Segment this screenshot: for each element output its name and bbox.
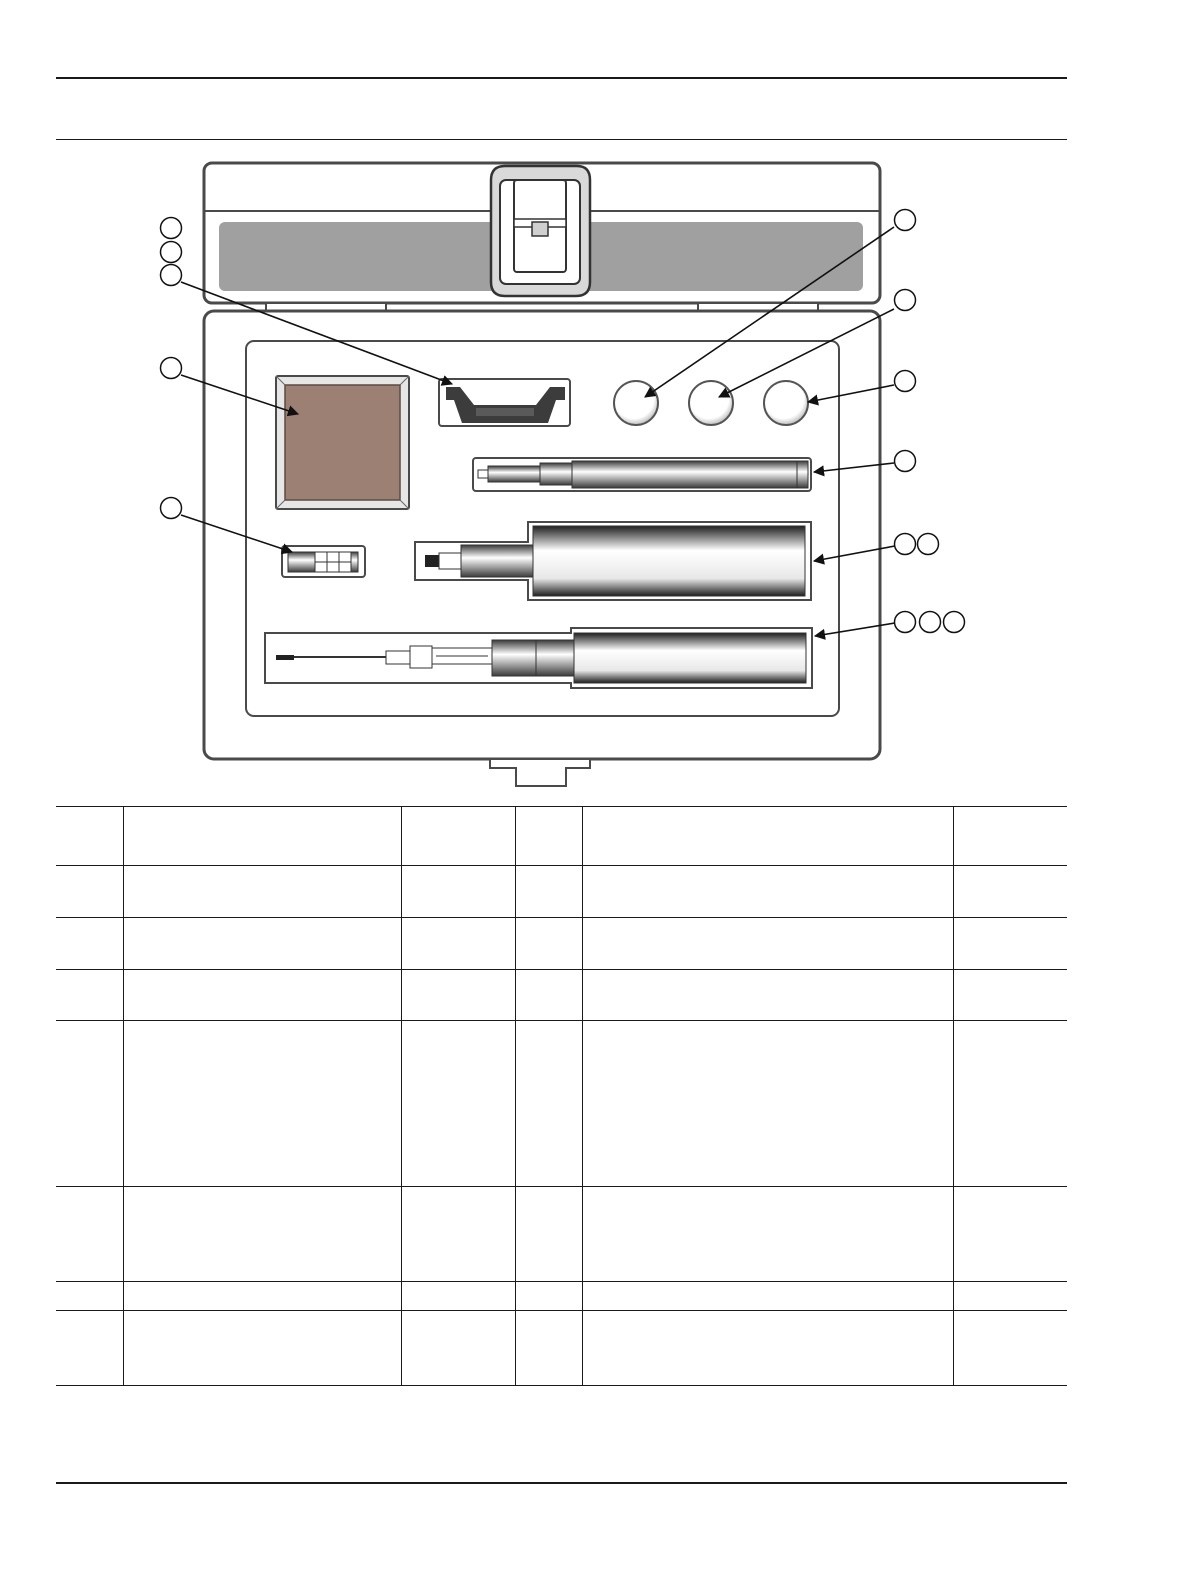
column-header [953,807,1067,866]
table-cell [582,918,953,970]
mount-bracket-icon [439,379,570,426]
small-clip-icon [282,546,365,577]
table-cell [123,1282,401,1311]
column-header [56,807,123,866]
table-cell [56,970,123,1021]
table-cell [401,1282,515,1311]
long-tool-icon [265,628,812,688]
column-header [515,807,582,866]
callout-circle [918,534,939,555]
callout-circle [944,612,965,633]
table-cell [582,866,953,918]
column-header [123,807,401,866]
table-row [56,1282,1067,1311]
column-header [582,807,953,866]
table-cell [953,1021,1067,1187]
table-cell [123,918,401,970]
callout-circle [161,358,182,379]
table-cell [953,970,1067,1021]
latch-icon [491,166,590,296]
table-cell [515,1282,582,1311]
table-cell [56,1282,123,1311]
table-cell [515,918,582,970]
table-row [56,1021,1067,1187]
callout-circle [895,371,916,392]
callout-circle [895,534,916,555]
table-cell [56,918,123,970]
table-row [56,970,1067,1021]
table-cell [401,918,515,970]
parts-table [56,806,1067,1386]
table-cell [953,866,1067,918]
table-cell [123,1187,401,1282]
table-cell [582,1187,953,1282]
callout-circle [895,451,916,472]
callout-circle [161,498,182,519]
table-cell [123,970,401,1021]
callout-circle [161,242,182,263]
callout-circle [161,265,182,286]
short-tool-icon [473,458,811,491]
callout-circle [895,612,916,633]
table-cell [515,970,582,1021]
table-cell [401,1187,515,1282]
table-row [56,1187,1067,1282]
table-cell [56,866,123,918]
column-header [401,807,515,866]
table-cell [582,970,953,1021]
table-cell [515,866,582,918]
table-row [56,1311,1067,1386]
table-cell [401,866,515,918]
disk-icon [614,381,808,425]
table-cell [953,918,1067,970]
table-cell [515,1021,582,1187]
callout-circle [161,218,182,239]
table-cell [582,1021,953,1187]
table-cell [515,1187,582,1282]
callout-circle [920,612,941,633]
table-cell [123,1311,401,1386]
table-row [56,866,1067,918]
table-cell [582,1311,953,1386]
table-cell [401,970,515,1021]
table-cell [56,1187,123,1282]
callout-circle [895,210,916,231]
table-cell [401,1021,515,1187]
table-row [56,918,1067,970]
table-cell [123,1021,401,1187]
callout-circle [895,290,916,311]
table-cell [56,1311,123,1386]
table-cell [56,1021,123,1187]
table-cell [953,1187,1067,1282]
table-cell [582,1282,953,1311]
table-header-row [56,807,1067,866]
table-cell [401,1311,515,1386]
table-cell [953,1282,1067,1311]
table-cell [953,1311,1067,1386]
insert-pad-icon [276,376,409,509]
footer-rule [56,1482,1067,1484]
table-cell [515,1311,582,1386]
table-cell [123,866,401,918]
